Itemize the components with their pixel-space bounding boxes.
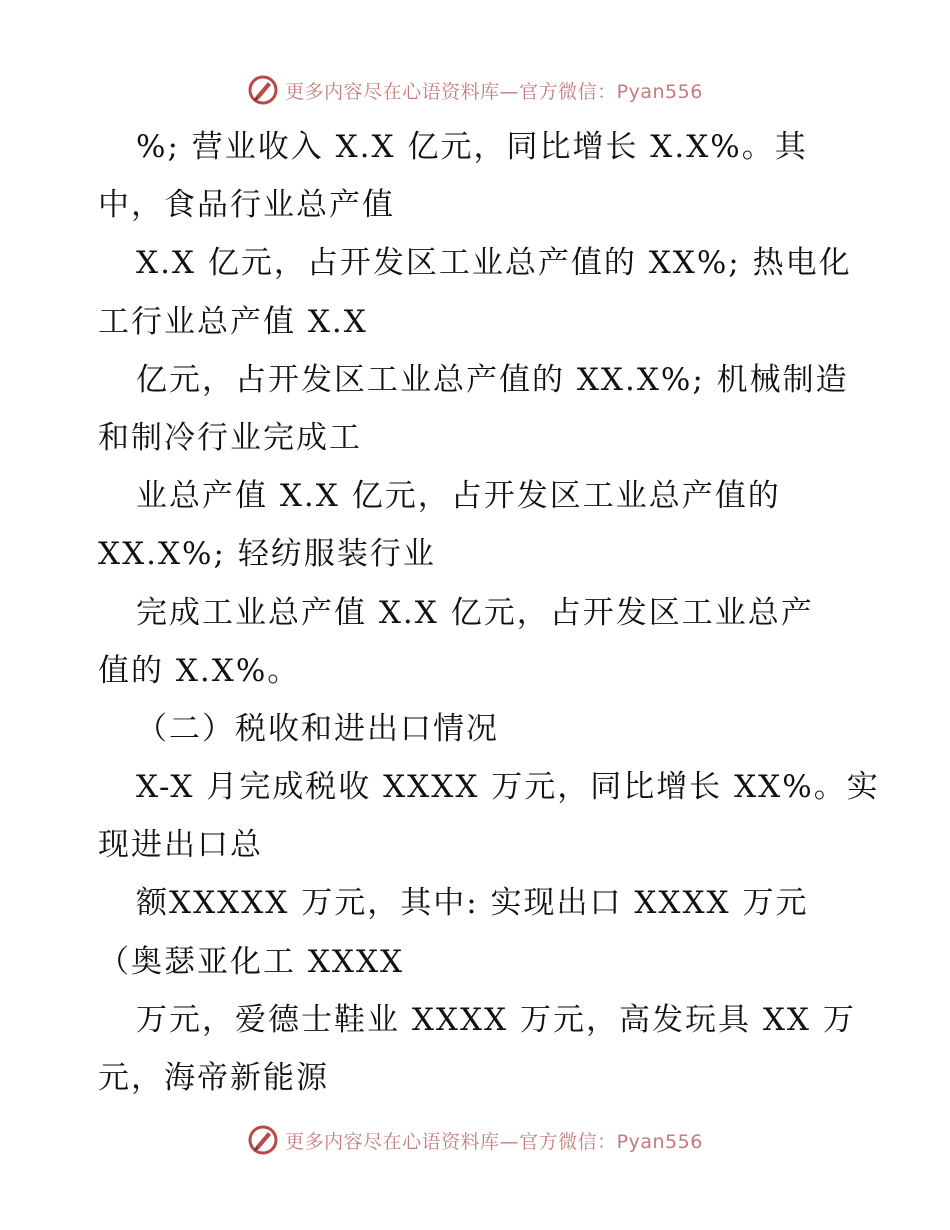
text-line: 现进出口总 <box>98 827 263 864</box>
text-line: 业总产值 X.X 亿元，占开发区工业总产值的 <box>136 478 781 515</box>
watermark-text: 更多内容尽在心语资料库—官方微信：Pyan556 <box>285 1130 703 1153</box>
text-line: 和制冷行业完成工 <box>98 419 362 456</box>
section-heading: （二）税收和进出口情况 <box>136 710 499 747</box>
document-body <box>98 118 880 1107</box>
text-line: （奥瑟亚化工 XXXX <box>98 943 405 980</box>
text-line: 亿元，占开发区工业总产值的 XX.X%; 机械制造 <box>136 361 849 398</box>
text-line: XX.X%; 轻纺服装行业 <box>98 536 436 573</box>
text-line: %; 营业收入 X.X 亿元，同比增长 X.X%。其 <box>136 129 808 165</box>
text-line: 值的 X.X%。 <box>98 652 301 689</box>
text-line: X.X 亿元，占开发区工业总产值的 XX%; 热电化 <box>136 245 852 282</box>
text-line: X-X 月完成税收 XXXX 万元，同比增长 XX%。实 <box>136 769 880 806</box>
header-watermark <box>0 70 950 110</box>
text-line: 完成工业总产值 X.X 亿元，占开发区工业总产 <box>136 594 814 631</box>
text-line: 元，海帝新能源 <box>98 1060 329 1096</box>
footer-watermark <box>0 1120 950 1160</box>
pen-logo-icon <box>247 1124 279 1156</box>
text-line: 中，食品行业总产值 <box>98 187 395 224</box>
text-line: 万元，爱德士鞋业 XXXX 万元，高发玩具 XX 万 <box>136 1001 856 1038</box>
pen-logo-icon <box>247 74 279 106</box>
text-line: 额XXXXX 万元，其中: 实现出口 XXXX 万元 <box>136 885 809 922</box>
text-line: 工行业总产值 X.X <box>98 303 368 340</box>
watermark-text: 更多内容尽在心语资料库—官方微信：Pyan556 <box>285 80 703 103</box>
